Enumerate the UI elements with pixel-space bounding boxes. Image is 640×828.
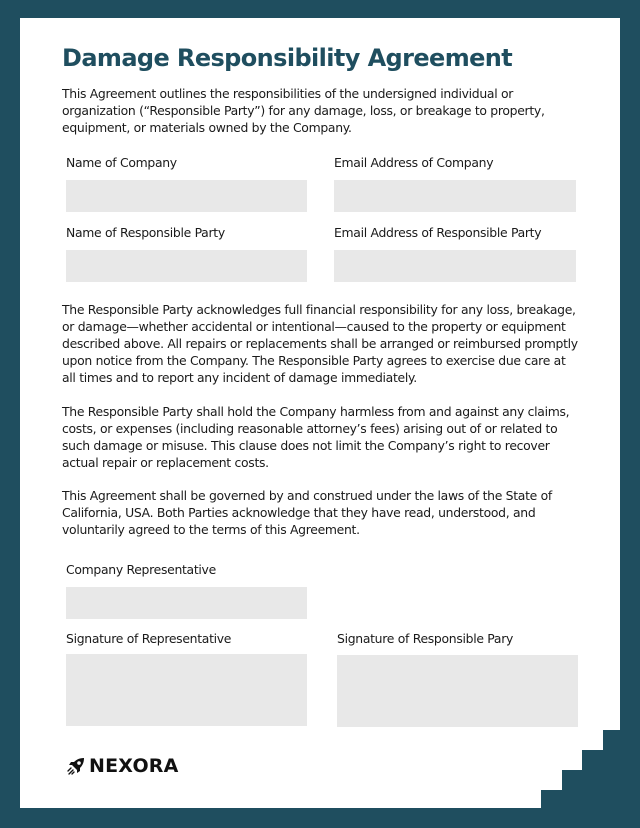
company-email-label: Email Address of Company [334, 155, 494, 170]
responsibility-paragraph: The Responsible Party acknowledges full financial responsibility for any loss, breakage, or damage—whether accidental or intentional—caused to the property or equipment described above. All repairs or replacements shall be arranged or reimbursed promptly upon notice from the Company. The Responsible Party agrees to exercise due care at all times and to report any incident of damage immediately. [62, 302, 578, 385]
signature-party-field[interactable] [337, 655, 578, 727]
signature-representative-label: Signature of Representative [66, 631, 232, 646]
company-name-field[interactable] [66, 180, 307, 212]
corner-step [541, 790, 621, 810]
party-name-field[interactable] [66, 250, 307, 282]
company-representative-label: Company Representative [66, 562, 216, 577]
signature-party-label: Signature of Responsible Pary [337, 631, 514, 646]
party-email-field[interactable] [334, 250, 576, 282]
indemnity-paragraph: The Responsible Party shall hold the Company harmless from and against any claims, costs, or expenses (including reasonable attorney’s fees) arising out of or related to such damage or misuse. This clause does not limit the Company’s right to recover actual repair or replacement costs. [62, 404, 570, 470]
intro-paragraph: This Agreement outlines the responsibilities of the undersigned individual or organization (“Responsible Party”) for any damage, loss, or breakage to property, equipment, or materials owned by the Company. [62, 86, 545, 135]
page-title: Damage Responsibility Agreement [62, 44, 513, 72]
company-logo [66, 755, 179, 777]
company-name-label: Name of Company [66, 155, 177, 170]
company-representative-field[interactable] [66, 587, 307, 619]
governing-law-paragraph: This Agreement shall be governed by and construed under the laws of the State of California, USA. Both Parties acknowledge that they have read, understood, and voluntarily agreed to the terms of this Agreement. [62, 488, 552, 537]
logo-name: NEXORA [89, 755, 179, 777]
party-name-label: Name of Responsible Party [66, 225, 225, 240]
company-email-field[interactable] [334, 180, 576, 212]
signature-representative-field[interactable] [66, 654, 307, 726]
party-email-label: Email Address of Responsible Party [334, 225, 542, 240]
rocket-icon [66, 756, 86, 776]
